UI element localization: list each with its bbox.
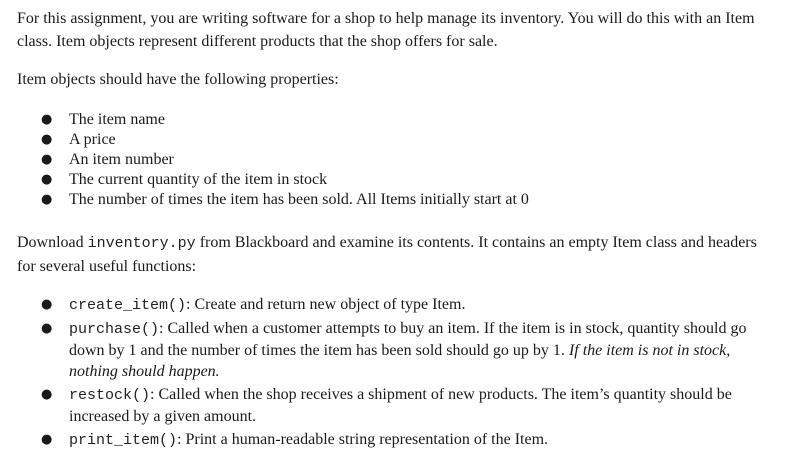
function-name: create_item() xyxy=(69,297,187,314)
list-item xyxy=(0,318,769,382)
bullet-icon: ● xyxy=(41,132,53,147)
list-item: ● The current quantity of the item in stock xyxy=(41,171,328,188)
function-description: : Print a human-readable string representation of the Item. xyxy=(177,431,549,448)
functions-list xyxy=(0,294,810,453)
bullet-icon: ● xyxy=(41,112,53,127)
download-prefix: Download xyxy=(17,234,88,251)
function-description: : Called when the shop receives a shipment of new products. The item’s quantity should be increased by a given amount. xyxy=(69,386,732,425)
intro-paragraph: For this assignment, you are writing software for a shop to help manage its inventory. You will do this with an Item class. Item objects represent different products that the shop offers for sale. xyxy=(17,10,755,50)
filename: inventory.py xyxy=(87,235,196,252)
function-description: : Create and return new object of type Item. xyxy=(186,296,466,313)
bullet-icon: ● xyxy=(41,152,53,167)
download-paragraph xyxy=(17,231,777,278)
bullet-icon: ● xyxy=(41,321,53,336)
bullet-icon: ● xyxy=(41,172,53,187)
list-item xyxy=(0,384,769,427)
function-description: : Called when a customer attempts to buy an item. If the item is in stock, quantity should go down by 1 and the number of times the item has been sold should go up by 1. xyxy=(69,320,747,359)
function-name: restock() xyxy=(69,387,151,404)
properties-heading: Item objects should have the following properties: xyxy=(17,71,339,88)
function-name: purchase() xyxy=(69,321,160,338)
list-item: ● The number of times the item has been sold. All Items initially start at 0 xyxy=(41,191,529,208)
bullet-icon: ● xyxy=(41,432,53,447)
list-item: ● The item name xyxy=(41,111,165,128)
list-item: ● A price xyxy=(41,131,116,148)
function-note: If the item is not in stock, nothing should happen. xyxy=(69,342,731,380)
download-suffix: from Blackboard and examine its contents. It contains an empty Item class and headers for several useful functions: xyxy=(17,234,757,275)
list-item xyxy=(0,429,769,451)
bullet-icon: ● xyxy=(41,387,53,402)
list-item xyxy=(0,294,769,316)
bullet-icon: ● xyxy=(41,192,53,207)
properties-list xyxy=(0,110,810,210)
list-item: ● An item number xyxy=(41,151,174,168)
bullet-icon: ● xyxy=(41,297,53,312)
function-name: print_item() xyxy=(69,432,178,449)
